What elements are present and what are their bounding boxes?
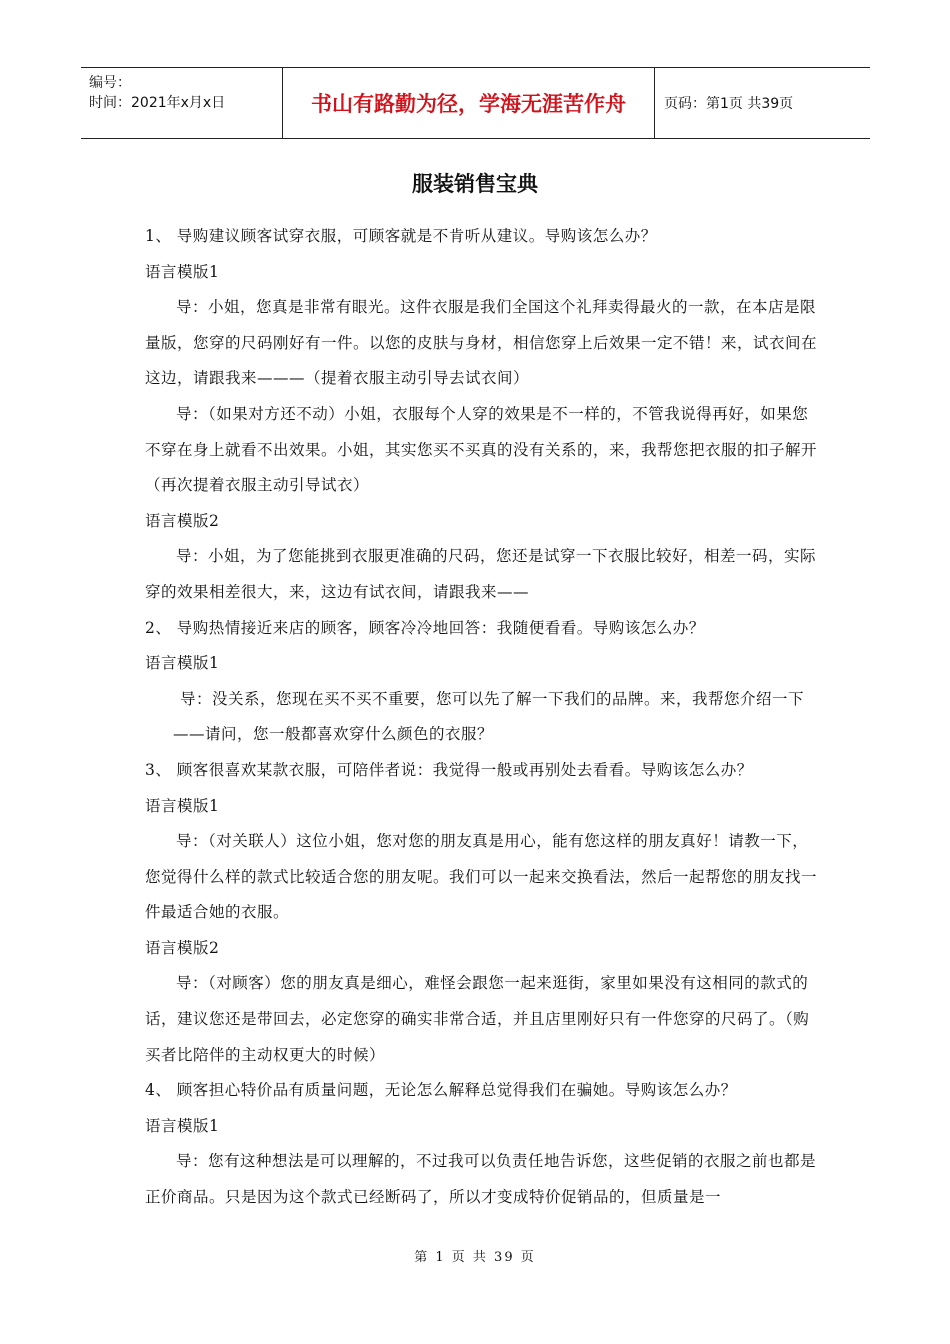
- answer-paragraph: 导：小姐，您真是非常有眼光。这件衣服是我们全国这个礼拜卖得最火的一款，在本店是限量版，您穿的尺码刚好有一件。以您的皮肤与身材，相信您穿上后效果一定不错！来，试衣间在这边，请跟我来———（提着衣服主动引导去试衣间）: [145, 298, 818, 388]
- answer-paragraph: 导：小姐，为了您能挑到衣服更准确的尺码，您还是试穿一下衣服比较好，相差一码，实际穿的效果相差很大，来，这边有试衣间，请跟我来——: [145, 547, 817, 601]
- document-title: 服装销售宝典: [412, 172, 538, 196]
- document-body: [145, 219, 820, 1216]
- answer-paragraph: 导：（如果对方还不动）小姐，衣服每个人穿的效果是不一样的，不管我说得再好，如果您不穿在身上就看不出效果。小姐，其实您买不买真的没有关系的，来，我帮您把衣服的扣子解开（再次提着衣服主动引导试衣）: [145, 404, 818, 495]
- answer-paragraph: 导：您有这种想法是可以理解的，不过我可以负责任地告诉您，这些促销的衣服之前也都是正价商品。只是因为这个款式已经断码了，所以才变成特价促销品的，但质量是一: [145, 1152, 817, 1207]
- template-label: 语言模版1: [145, 796, 220, 815]
- template-label: 语言模版1: [145, 1116, 220, 1135]
- question-4: 4、 顾客担心特价品有质量问题，无论怎么解释总觉得我们在骗她。导购该怎么办？: [145, 1081, 737, 1100]
- template-label: 语言模版1: [145, 262, 220, 281]
- template-label: 语言模版2: [145, 938, 220, 957]
- question-3: 3、 顾客很喜欢某款衣服，可陪伴者说：我觉得一般或再别处去看看。导购该怎么办？: [145, 760, 753, 779]
- template-label: 语言模版2: [145, 511, 220, 530]
- question-1: 1、 导购建议顾客试穿衣服，可顾客就是不肯听从建议。导购该怎么办？: [145, 227, 657, 245]
- answer-paragraph: 导：没关系，您现在买不买不重要，您可以先了解一下我们的品牌。来，我帮您介绍一下——请问，您一般都喜欢穿什么颜色的衣服？: [173, 689, 805, 744]
- header-info-cell: [81, 68, 282, 138]
- date-label: 时间：2021年x月x日: [89, 95, 226, 111]
- page-footer: 第 1 页 共 39 页: [414, 1250, 536, 1265]
- answer-paragraph: 导：（对关联人）这位小姐，您对您的朋友真是用心，能有您这样的朋友真好！请教一下，您觉得什么样的款式比较适合您的朋友呢。我们可以一起来交换看法，然后一起帮您的朋友找一件最适合她的衣服。: [145, 832, 818, 922]
- template-label: 语言模版1: [145, 654, 220, 673]
- number-label: 编号：: [89, 75, 131, 91]
- document-header: [81, 67, 870, 139]
- answer-paragraph: 导：（对顾客）您的朋友真是细心，难怪会跟您一起来逛街，家里如果没有这相同的款式的话，建议您还是带回去，必定您穿的确实非常合适，并且店里刚好只有一件您穿的尺码了。（购买者比陪伴的主动权更大的时候）: [145, 974, 810, 1064]
- header-motto: 书山有路勤为径，学海无涯苦作舟: [282, 68, 655, 138]
- header-page-label: 页码：第1页 共39页: [664, 96, 794, 112]
- question-2: 2、 导购热情接近来店的顾客，顾客冷冷地回答：我随便看看。导购该怎么办？: [145, 618, 705, 637]
